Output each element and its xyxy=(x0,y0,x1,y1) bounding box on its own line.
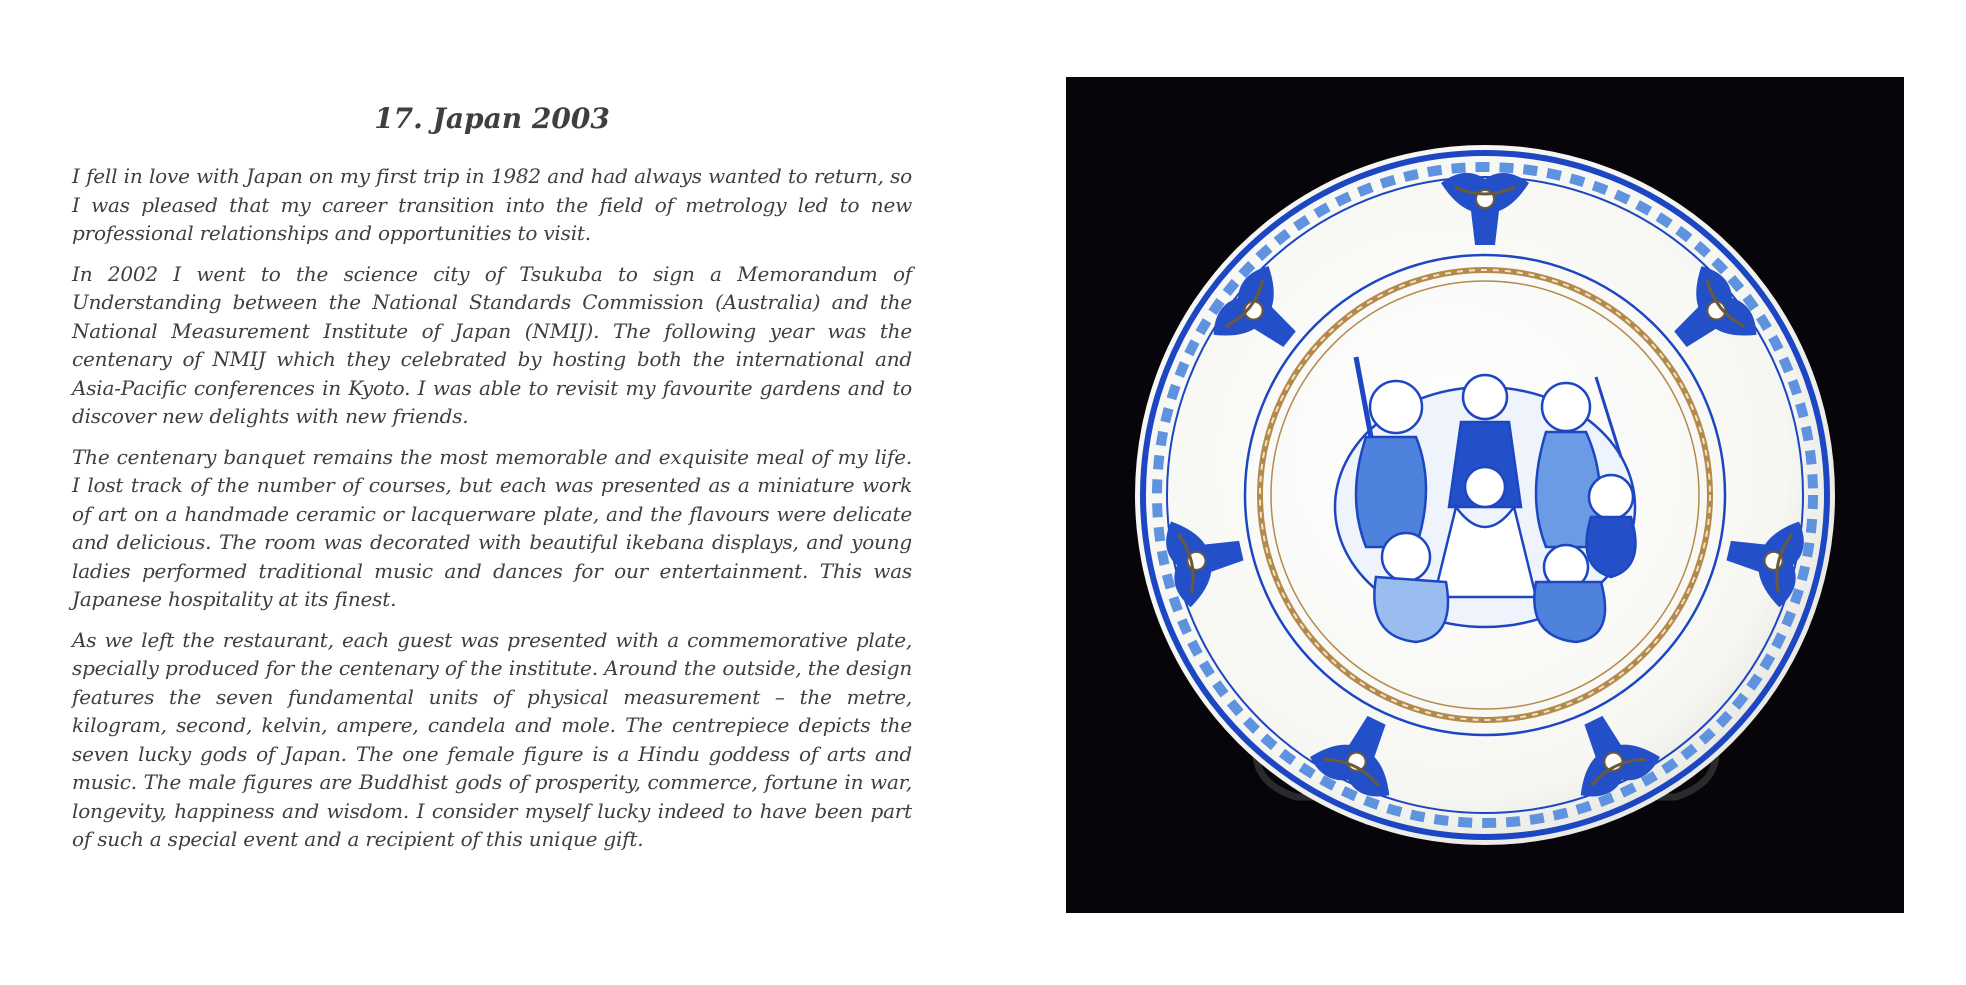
commemorative-plate-icon xyxy=(1066,77,1904,913)
paragraph-1: I fell in love with Japan on my first trip in 1982 and had always wanted to return, so I was pleased that my career transition into the field of metrology led to new professional relationships and opportunities to visit. xyxy=(72,164,912,245)
paragraph-2: In 2002 I went to the science city of Tsukuba to sign a Memorandum of Understanding between the National Standards Commission (Australia) and the National Measurement Institute of Japan (NMIJ). The following year was the centenary of NMIJ which they celebrated by hosting both the international and Asia-Pacific conferences in Kyoto. I was able to revisit my favourite gardens and to discover new delights with new friends. xyxy=(72,261,912,428)
paragraph-4: As we left the restaurant, each guest was presented with a commemorative plate, specially produced for the centenary of the institute. Around the outside, the design features the seven fundamental units of physical measurement – the metre, kilogram, second, kelvin, ampere, candela and mole. The centrepiece depicts the seven lucky gods of Japan. The one female figure is a Hindu goddess of arts and music. The male figures are Buddhist gods of prosperity, commerce, fortune in war, longevity, happiness and wisdom. I consider myself lucky indeed to have been part of such a special event and a recipient of this unique gift. xyxy=(72,627,912,851)
article-text-column xyxy=(72,102,912,866)
paragraph-3: The centenary banquet remains the most memorable and exquisite meal of my life. I lost track of the number of courses, but each was presented as a miniature work of art on a handmade ceramic or lacquerware plate, and the flavours were delicate and delicious. The room was decorated with beautiful ikebana displays, and young ladies performed traditional music and dances for our entertainment. This was Japanese hospitality at its finest. xyxy=(72,444,912,611)
page-title: 17. Japan 2003 xyxy=(374,102,610,135)
plate-photograph xyxy=(1066,77,1904,913)
